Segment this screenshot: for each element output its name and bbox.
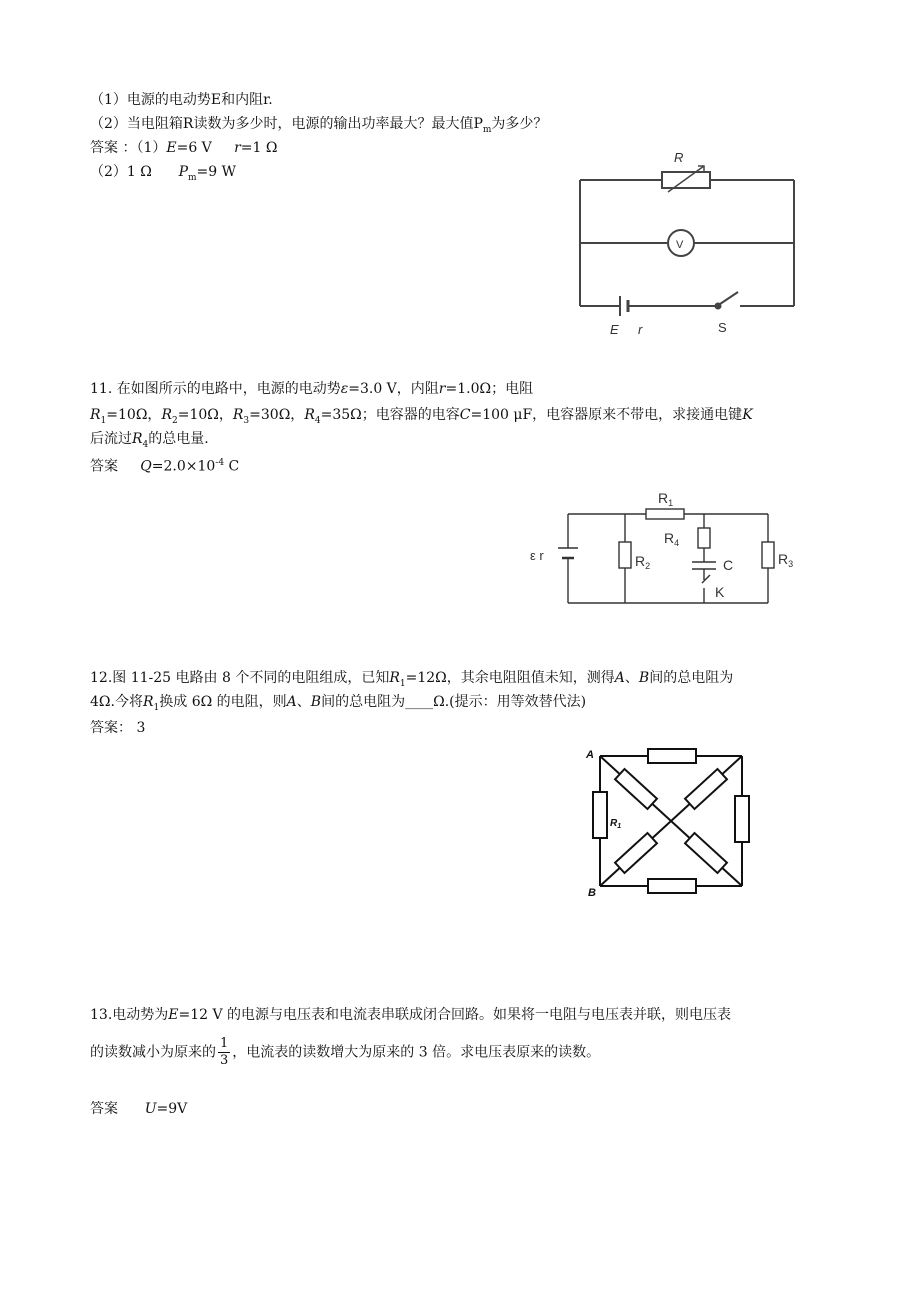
q11-line3: 后流过$R_4$的总电量. (90, 431, 209, 450)
q10-answer: 答案 ：（1）E=6 V r=1 Ω (90, 140, 278, 156)
fraction-one-third: $\frac{1}{3}$ (220, 1036, 229, 1068)
q12-resistor-network-diagram (580, 738, 760, 903)
q12-fig-label-B: B (588, 887, 596, 899)
q13-answer: 答案 U=9V (90, 1101, 188, 1117)
q12-answer: 答案： 3 (90, 720, 146, 736)
q11-fig-label-K: K (715, 584, 725, 600)
q11-answer: 答案 $Q=2.0\times 10^{-4}$ C (90, 458, 240, 475)
q10-answer-2: （2）1 Ω $P_m=9$ W (90, 164, 237, 183)
q10-part2: （2）当电阻箱R读数为多少时，电源的输出功率最大？最大值$P_m$为多少？ (90, 116, 548, 135)
voltmeter-symbol: V (676, 239, 684, 251)
q10-circuit-diagram (570, 148, 805, 343)
q13-line1: 13.电动势为E=12 V 的电源与电压表和电流表串联成闭合回路。如果将一电阻与电压表并联，则电压表 (90, 1007, 732, 1023)
q13-line2: 的读数减小为原来的 $\frac{1}{3}$ ，电流表的读数增大为原来的 3 倍。求电压表原来的读数。 (90, 1036, 601, 1068)
q11-fig-label-R4: $R_4$ (664, 530, 680, 548)
q12-line1: 12.图 11-25 电路由 8 个不同的电阻组成，已知$R_1=12\Omega$，其余电阻阻值未知，测得A、B间的总电阻为 (90, 670, 734, 689)
q10-fig-label-S: S (718, 320, 727, 335)
q11-fig-label-R3: $R_3$ (778, 551, 794, 569)
q11-fig-label-R1: $R_1$ (658, 490, 674, 508)
q10-part1: （1）电源的电动势E和内阻r. (90, 92, 273, 108)
q11-fig-label-source: ε r (530, 548, 544, 563)
q12-fig-label-R1: $R_1$ (610, 818, 622, 830)
q12-fig-label-A: A (586, 749, 594, 761)
q11-fig-label-R2: $R_2$ (635, 553, 651, 571)
q10-fig-label-r: r (638, 322, 643, 337)
q11-line1: 11. 在如图所示的电路中，电源的电动势ε=3.0 V，内阻r=1.0Ω；电阻 (90, 381, 534, 397)
q11-line2: $R_1=10\Omega$，$R_2=10\Omega$，$R_3=30\Omega$，$R_4=35\Omega$；电容器的电容C=100 μF，电容器原来不带电，求接通电键K (90, 407, 753, 426)
q11-fig-label-C: C (723, 557, 734, 573)
q10-fig-label-R: R (674, 150, 684, 165)
q12-line2: 4Ω.今将$R_1$换成 6Ω 的电阻，则A、B间的总电阻为____Ω.(提示：用等效替代法) (90, 694, 587, 713)
q10-fig-label-E: E (610, 322, 619, 337)
q11-circuit-diagram (528, 482, 794, 610)
